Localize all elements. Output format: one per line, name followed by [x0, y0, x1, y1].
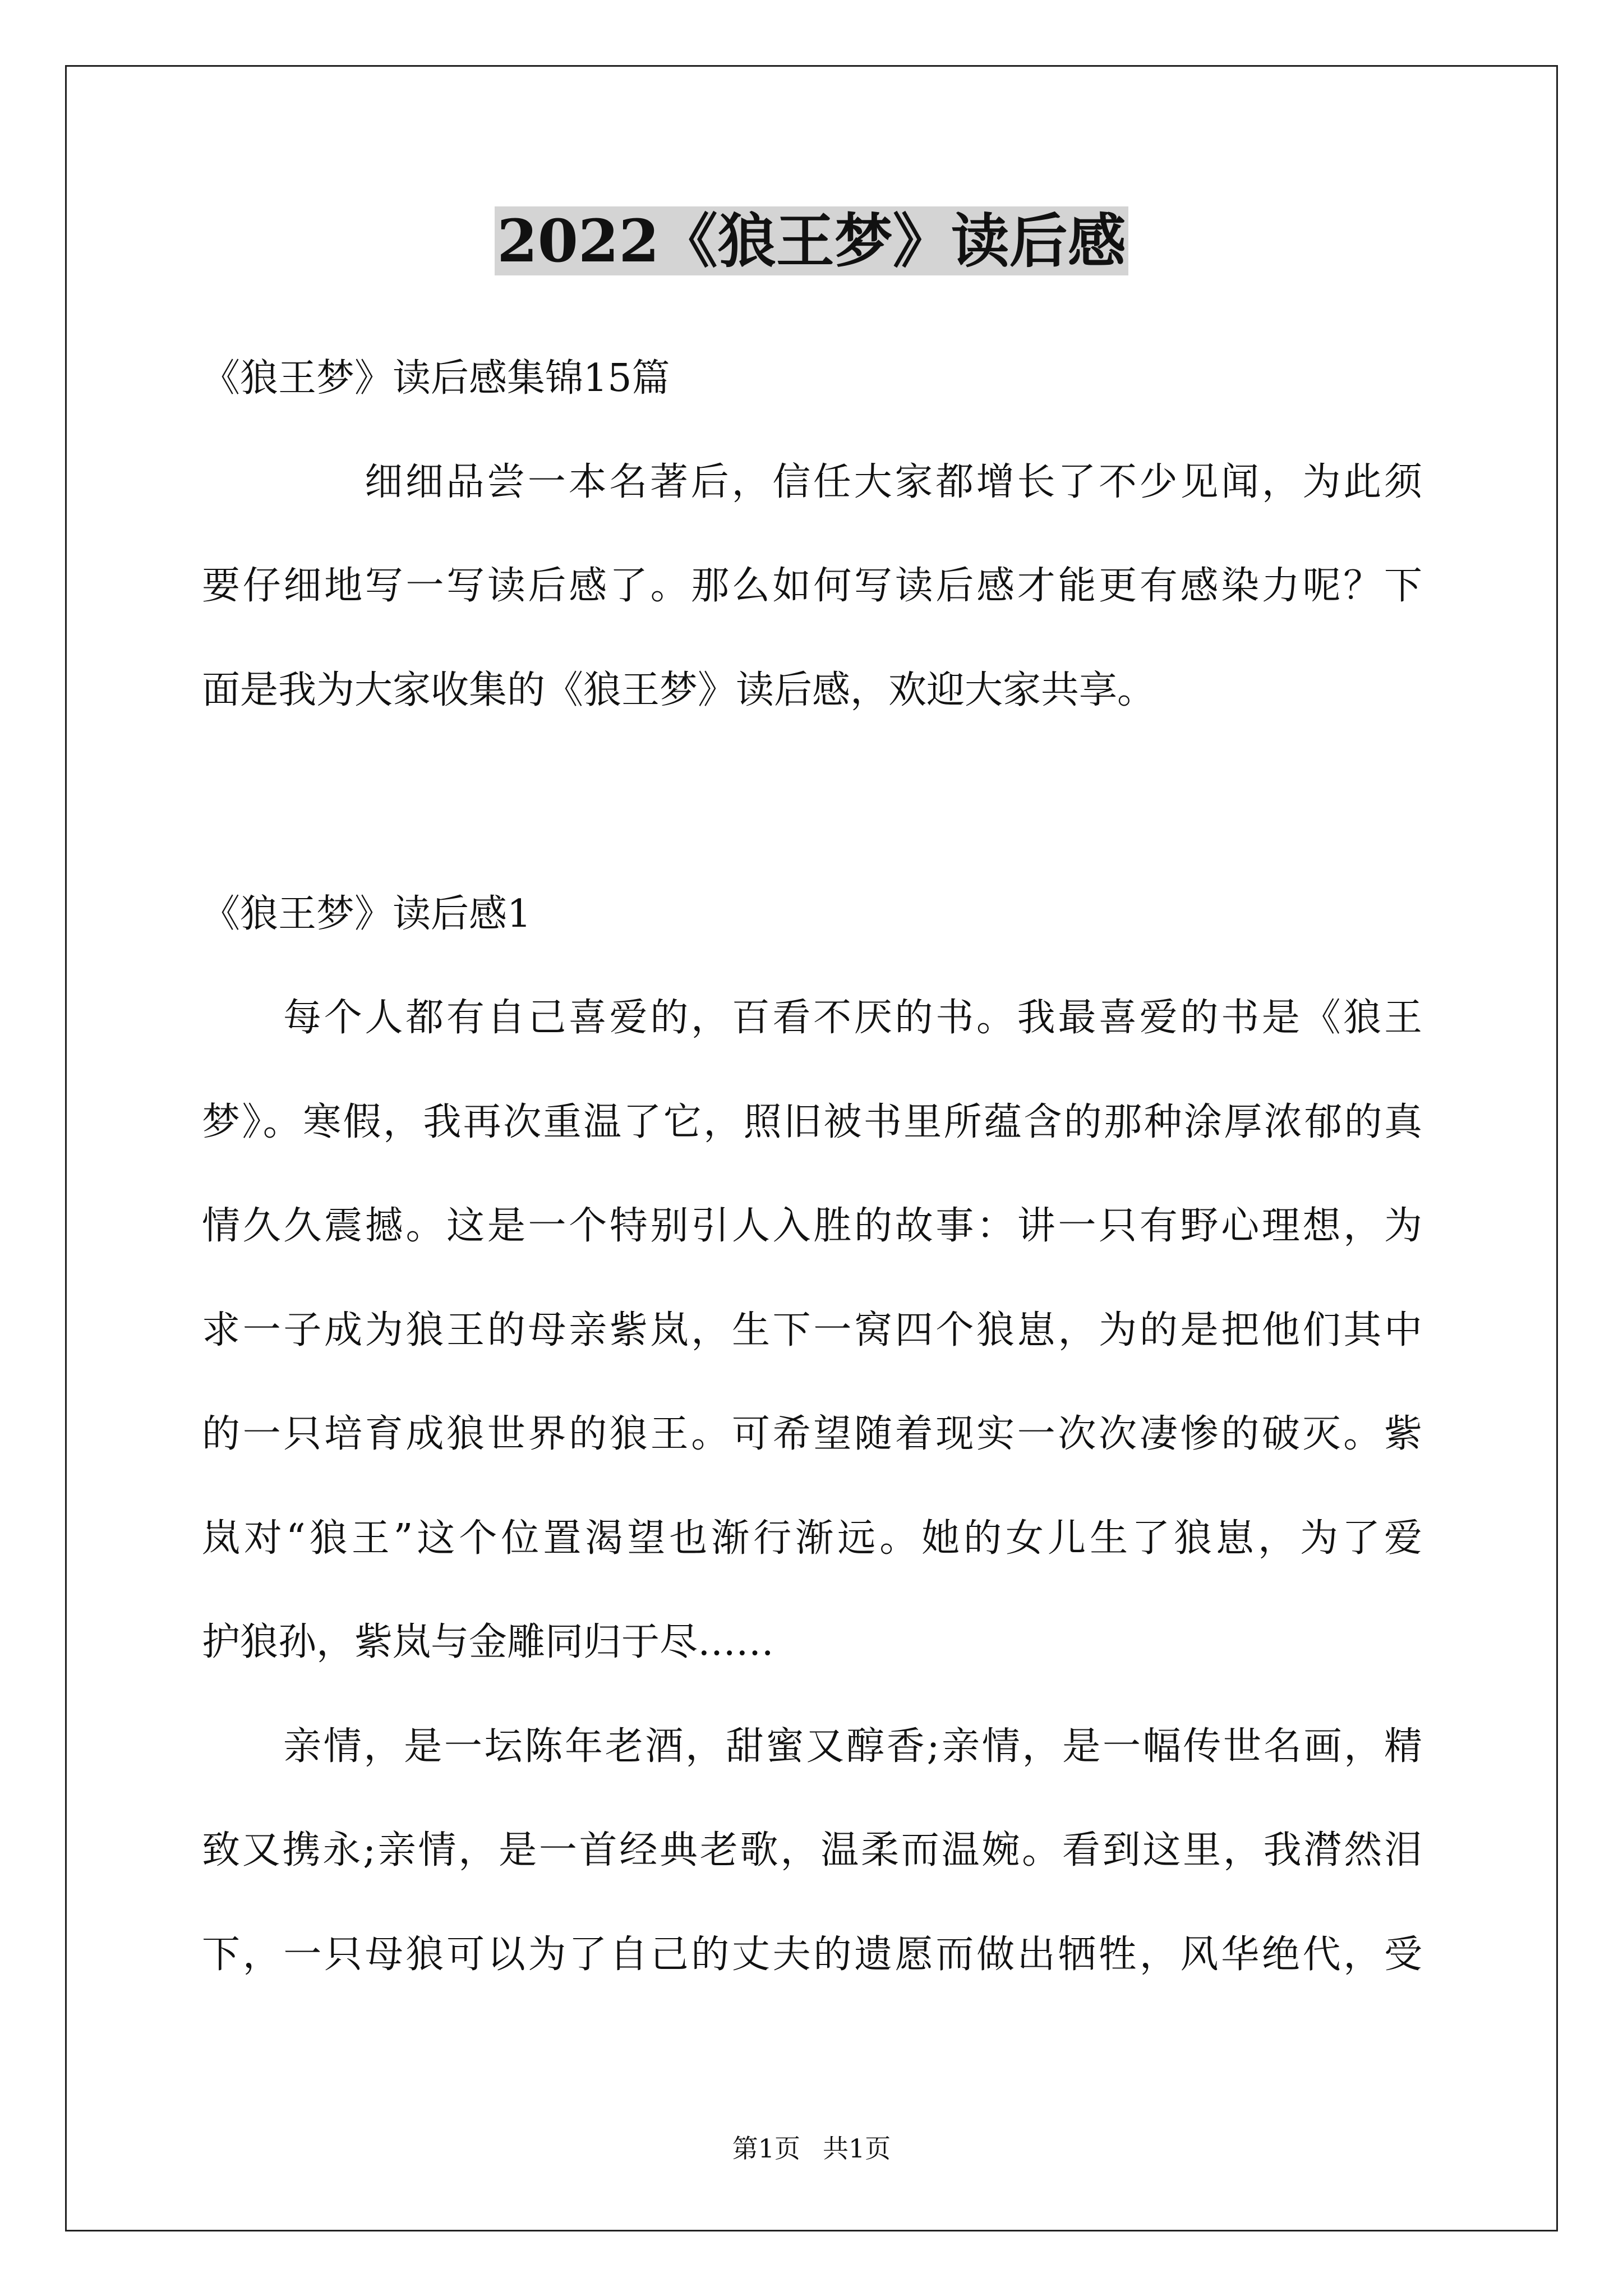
paragraph1-line-2: 梦》。寒假，我再次重温了它，照旧被书里所蕴含的那种涂厚浓郁的真 [202, 1100, 1422, 1144]
page-number-current: 第1页 [732, 2133, 800, 2164]
intro-line-1: 细细品尝一本名著后，信任大家都增长了不少见闻，为此须 [365, 460, 1422, 504]
intro-line-2: 要仔细地写一写读后感了。那么如何写读后感才能更有感染力呢？下 [202, 564, 1422, 608]
intro-line-3: 面是我为大家收集的《狼王梦》读后感，欢迎大家共享。 [202, 668, 1156, 712]
paragraph1-line-4: 求一子成为狼王的母亲紫岚，生下一窝四个狼崽，为的是把他们其中 [202, 1308, 1422, 1352]
paragraph2-line-1: 亲情，是一坛陈年老酒，甜蜜又醇香;亲情，是一幅传世名画，精 [283, 1724, 1422, 1769]
paragraph1-line-6: 岚对“狼王”这个位置渴望也渐行渐远。她的女儿生了狼崽，为了爱 [202, 1516, 1422, 1561]
paragraph1-line-3: 情久久震撼。这是一个特别引人入胜的故事：讲一只有野心理想，为 [202, 1204, 1422, 1248]
paragraph2-line-3: 下，一只母狼可以为了自己的丈夫的遗愿而做出牺牲，风华绝代，受 [202, 1932, 1422, 1977]
paragraph1-line-7: 护狼孙，紫岚与金雕同归于尽…… [202, 1620, 774, 1664]
page-number-total: 共1页 [823, 2133, 891, 2164]
document-title-text: 2022《狼王梦》读后感 [495, 206, 1128, 275]
section-heading: 《狼王梦》读后感1 [202, 892, 532, 936]
paragraph1-line-1: 每个人都有自己喜爱的，百看不厌的书。我最喜爱的书是《狼王 [283, 996, 1422, 1040]
document-title [0, 202, 1623, 280]
subtitle: 《狼王梦》读后感集锦15篇 [202, 356, 670, 401]
paragraph1-line-5: 的一只培育成狼世界的狼王。可希望随着现实一次次凄惨的破灭。紫 [202, 1412, 1422, 1456]
page-footer [0, 2132, 1623, 2165]
paragraph2-line-2: 致又携永;亲情，是一首经典老歌，温柔而温婉。看到这里，我潸然泪 [202, 1828, 1422, 1872]
